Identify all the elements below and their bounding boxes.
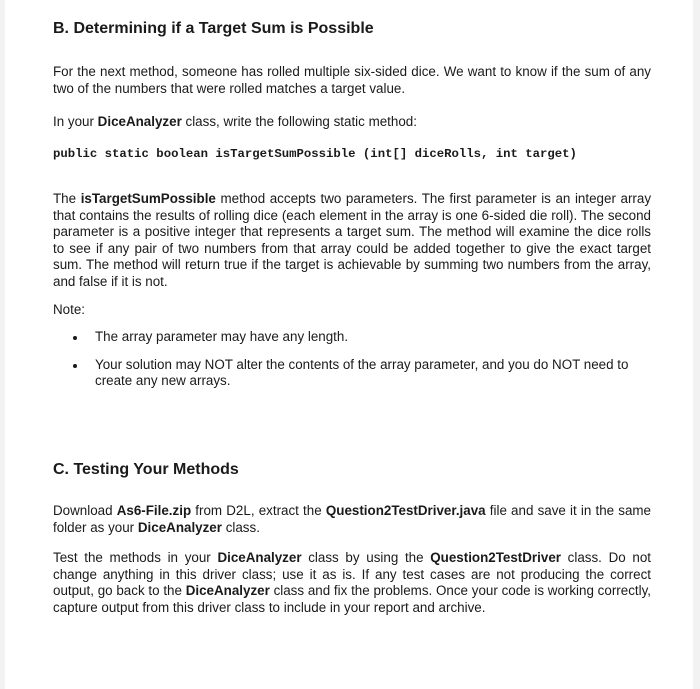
section-b-heading: B. Determining if a Target Sum is Possible (53, 20, 374, 37)
notes-list (53, 329, 653, 390)
method-signature: public static boolean isTargetSumPossible (int[] diceRolls, int target) (53, 147, 577, 161)
section-c-download: Download As6-File.zip from D2L, extract the Question2TestDriver.java file and save it in the same folder as your DiceAnalyzer class. (53, 503, 651, 535)
note-label: Note: (53, 302, 86, 317)
section-b-intro: For the next method, someone has rolled multiple six-sided dice. We want to know if the sum of any two of the numbers that were rolled matches a target value. (53, 64, 651, 96)
list-item: Your solution may NOT alter the contents of the array parameter, and you do NOT need to create any new arrays. (53, 357, 653, 390)
bullet-icon (73, 364, 77, 368)
section-b-instruction: In your DiceAnalyzer class, write the following static method: (53, 114, 417, 129)
section-b-description: The isTargetSumPossible method accepts two parameters. The first parameter is an integer array that contains the results of rolling dice (each element in the array is one 6-sided die roll). The second parameter is a positive integer that represents a target sum. The method will examine the dice rolls to see if any pair of two numbers from that array could be added together to give the exact target sum. The method will return true if the target is achievable by summing two numbers from the array, and false if it is not. (53, 191, 652, 289)
section-c-heading: C. Testing Your Methods (53, 461, 239, 478)
bullet-icon (73, 336, 77, 340)
list-item: The array parameter may have any length. (53, 329, 653, 346)
section-c-testing: Test the methods in your DiceAnalyzer class by using the Question2TestDriver class. Do not change anything in this driver class; use it as is. If any test cases are not producing the correct output, go back to the DiceAnalyzer class and fix the problems. Once your code is working correctly, capture output from this driver class to include in your report and archive. (53, 550, 652, 615)
document-page (5, 0, 693, 689)
